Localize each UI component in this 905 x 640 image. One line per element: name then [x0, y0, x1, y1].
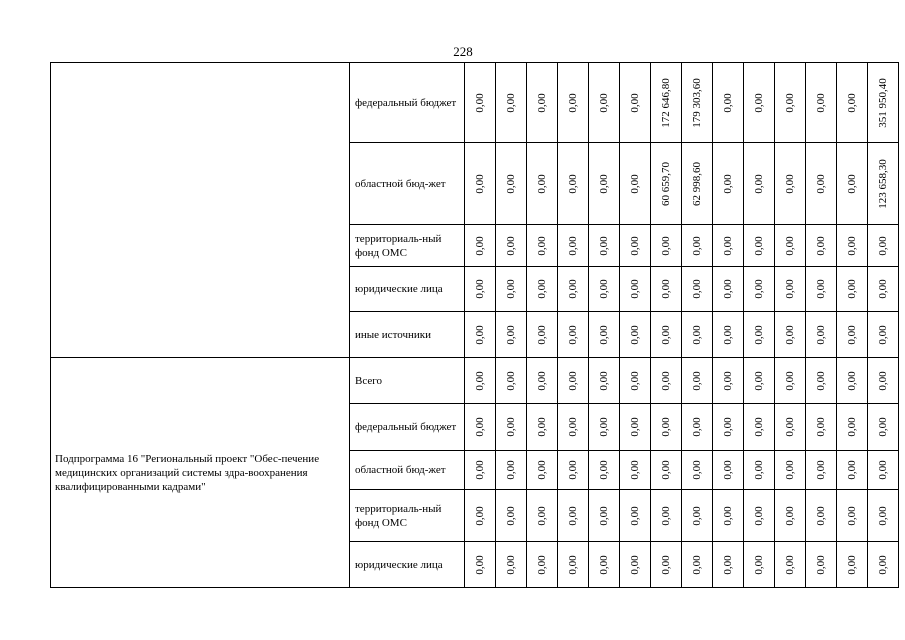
- value-text: 0,00: [846, 173, 858, 194]
- value-cell: [620, 404, 651, 451]
- value-cell: [837, 542, 868, 588]
- value-cell: [837, 358, 868, 404]
- value-text: 0,00: [846, 505, 858, 526]
- value-cell: [620, 490, 651, 542]
- value-cell: [589, 312, 620, 358]
- value-text: 0,00: [536, 417, 548, 437]
- value-cell: [465, 404, 496, 451]
- value-text: 0,00: [753, 92, 765, 113]
- value-cell: [465, 225, 496, 267]
- value-text: 0,00: [722, 92, 734, 113]
- value-text: 0,00: [629, 173, 641, 194]
- value-text: 0,00: [567, 554, 579, 575]
- value-cell: [496, 358, 527, 404]
- value-text: 0,00: [567, 173, 579, 194]
- value-text: 0,00: [722, 417, 734, 437]
- value-text: 0,00: [660, 235, 672, 256]
- value-text: 0,00: [505, 324, 517, 345]
- value-text: 0,00: [691, 370, 703, 391]
- value-text: 0,00: [660, 279, 672, 299]
- value-text: 0,00: [598, 370, 610, 391]
- value-text: 0,00: [815, 279, 827, 299]
- value-text: 0,00: [505, 92, 517, 113]
- value-cell: [651, 225, 682, 267]
- value-cell: [775, 312, 806, 358]
- value-text: 0,00: [815, 417, 827, 437]
- value-text: 0,00: [536, 554, 548, 575]
- value-cell: [589, 63, 620, 143]
- value-text: 0,00: [567, 279, 579, 299]
- value-text: 0,00: [660, 370, 672, 391]
- value-text: 60 659,70: [660, 161, 672, 206]
- value-text: 0,00: [815, 92, 827, 113]
- value-cell: [527, 63, 558, 143]
- value-text: 0,00: [536, 279, 548, 299]
- value-text: 0,00: [846, 370, 858, 391]
- value-text: 0,00: [784, 279, 796, 299]
- value-text: 0,00: [815, 324, 827, 345]
- value-cell: [837, 451, 868, 490]
- value-text: 0,00: [815, 370, 827, 391]
- value-text: 0,00: [784, 370, 796, 391]
- value-cell: [868, 143, 899, 225]
- value-text: 0,00: [474, 235, 486, 256]
- value-cell: [868, 225, 899, 267]
- value-cell: [496, 63, 527, 143]
- value-cell: [744, 63, 775, 143]
- value-cell: [837, 143, 868, 225]
- value-cell: [806, 267, 837, 312]
- value-text: 0,00: [474, 460, 486, 480]
- value-text: 0,00: [505, 505, 517, 526]
- value-text: 0,00: [877, 505, 889, 526]
- value-text: 0,00: [629, 460, 641, 480]
- value-cell: [806, 490, 837, 542]
- value-cell: [651, 542, 682, 588]
- value-text: 0,00: [660, 554, 672, 575]
- value-text: 0,00: [629, 554, 641, 575]
- value-cell: [713, 358, 744, 404]
- value-text: 0,00: [536, 370, 548, 391]
- value-text: 0,00: [474, 324, 486, 345]
- value-text: 0,00: [846, 279, 858, 299]
- value-cell: [744, 490, 775, 542]
- value-cell: [806, 225, 837, 267]
- funding-source: юридические лица: [350, 542, 465, 588]
- value-text: 0,00: [691, 460, 703, 480]
- value-cell: [496, 542, 527, 588]
- value-cell: [465, 267, 496, 312]
- funding-source: иные источники: [350, 312, 465, 358]
- value-cell: [651, 451, 682, 490]
- value-cell: [682, 63, 713, 143]
- value-text: 0,00: [629, 505, 641, 526]
- value-text: 0,00: [536, 505, 548, 526]
- value-cell: [806, 451, 837, 490]
- value-text: 0,00: [722, 554, 734, 575]
- value-cell: [620, 63, 651, 143]
- value-text: 0,00: [660, 417, 672, 437]
- value-text: 0,00: [691, 554, 703, 575]
- value-cell: [589, 225, 620, 267]
- value-cell: [713, 404, 744, 451]
- value-cell: [589, 542, 620, 588]
- value-text: 0,00: [784, 235, 796, 256]
- value-cell: [527, 490, 558, 542]
- value-cell: [558, 490, 589, 542]
- value-cell: [527, 404, 558, 451]
- value-cell: [589, 451, 620, 490]
- value-text: 0,00: [784, 173, 796, 194]
- value-cell: [558, 312, 589, 358]
- value-cell: [589, 267, 620, 312]
- value-cell: [589, 404, 620, 451]
- value-cell: [713, 451, 744, 490]
- value-cell: [682, 358, 713, 404]
- subprogram-name: [51, 63, 350, 358]
- value-text: 0,00: [877, 554, 889, 575]
- value-cell: [744, 358, 775, 404]
- subprogram-name: Подпрограмма 16 "Региональный проект "Обес-печение медицинских организаций системы здра-воохранения квалифицированными кадрами": [51, 358, 350, 588]
- value-cell: [744, 225, 775, 267]
- value-text: 0,00: [753, 505, 765, 526]
- value-text: 0,00: [753, 417, 765, 437]
- value-cell: [558, 542, 589, 588]
- value-text: 0,00: [505, 460, 517, 480]
- value-cell: [496, 312, 527, 358]
- value-cell: [713, 143, 744, 225]
- funding-source: территориаль-ный фонд ОМС: [350, 225, 465, 267]
- value-cell: [837, 404, 868, 451]
- value-text: 0,00: [815, 173, 827, 194]
- value-cell: [558, 63, 589, 143]
- value-text: 0,00: [753, 235, 765, 256]
- table-row: [51, 358, 899, 404]
- value-text: 0,00: [629, 92, 641, 113]
- value-cell: [744, 404, 775, 451]
- value-cell: [868, 358, 899, 404]
- value-cell: [496, 225, 527, 267]
- value-text: 0,00: [505, 235, 517, 256]
- value-text: 0,00: [846, 417, 858, 437]
- value-text: 0,00: [598, 324, 610, 345]
- value-cell: [527, 312, 558, 358]
- funding-source: областной бюд-жет: [350, 451, 465, 490]
- value-text: 0,00: [877, 235, 889, 256]
- value-text: 0,00: [567, 505, 579, 526]
- value-text: 0,00: [753, 173, 765, 194]
- value-cell: [806, 143, 837, 225]
- value-cell: [496, 267, 527, 312]
- value-text: 0,00: [598, 279, 610, 299]
- value-text: 0,00: [629, 324, 641, 345]
- value-cell: [775, 358, 806, 404]
- value-cell: [651, 404, 682, 451]
- value-cell: [806, 404, 837, 451]
- value-text: 0,00: [691, 235, 703, 256]
- value-text: 0,00: [567, 460, 579, 480]
- value-text: 0,00: [505, 554, 517, 575]
- funding-source: Всего: [350, 358, 465, 404]
- value-cell: [620, 267, 651, 312]
- value-cell: [837, 312, 868, 358]
- value-text: 0,00: [474, 505, 486, 526]
- table-row: [51, 63, 899, 143]
- value-cell: [713, 490, 744, 542]
- value-cell: [868, 312, 899, 358]
- value-cell: [806, 312, 837, 358]
- value-text: 0,00: [753, 460, 765, 480]
- value-text: 0,00: [598, 554, 610, 575]
- value-text: 0,00: [784, 554, 796, 575]
- value-text: 179 303,60: [691, 77, 703, 128]
- value-cell: [527, 542, 558, 588]
- value-text: 0,00: [660, 505, 672, 526]
- value-text: 0,00: [846, 235, 858, 256]
- value-text: 0,00: [536, 92, 548, 113]
- value-text: 0,00: [598, 92, 610, 113]
- value-text: 0,00: [784, 417, 796, 437]
- value-cell: [775, 267, 806, 312]
- value-cell: [465, 542, 496, 588]
- value-cell: [558, 143, 589, 225]
- value-cell: [775, 225, 806, 267]
- value-text: 0,00: [505, 417, 517, 437]
- value-cell: [496, 143, 527, 225]
- value-cell: [496, 490, 527, 542]
- value-text: 0,00: [691, 505, 703, 526]
- value-text: 0,00: [474, 370, 486, 391]
- value-text: 0,00: [691, 417, 703, 437]
- value-text: 0,00: [722, 279, 734, 299]
- funding-source: областной бюд-жет: [350, 143, 465, 225]
- value-text: 0,00: [629, 279, 641, 299]
- value-cell: [682, 490, 713, 542]
- value-cell: [558, 267, 589, 312]
- value-cell: [527, 267, 558, 312]
- value-cell: [868, 404, 899, 451]
- value-cell: [713, 542, 744, 588]
- value-text: 0,00: [536, 173, 548, 194]
- value-text: 0,00: [815, 505, 827, 526]
- value-text: 0,00: [877, 370, 889, 391]
- value-cell: [806, 358, 837, 404]
- value-cell: [837, 63, 868, 143]
- value-text: 0,00: [722, 460, 734, 480]
- value-cell: [744, 312, 775, 358]
- funding-source: федеральный бюджет: [350, 404, 465, 451]
- value-cell: [868, 490, 899, 542]
- value-text: 0,00: [629, 235, 641, 256]
- value-text: 0,00: [753, 370, 765, 391]
- value-text: 123 658,30: [877, 158, 889, 209]
- value-cell: [465, 63, 496, 143]
- value-cell: [651, 63, 682, 143]
- value-text: 0,00: [753, 279, 765, 299]
- value-cell: [744, 542, 775, 588]
- value-text: 0,00: [567, 235, 579, 256]
- value-text: 0,00: [846, 324, 858, 345]
- value-cell: [837, 225, 868, 267]
- value-cell: [682, 312, 713, 358]
- value-text: 0,00: [691, 279, 703, 299]
- value-cell: [868, 542, 899, 588]
- funding-source: федеральный бюджет: [350, 63, 465, 143]
- value-cell: [620, 542, 651, 588]
- value-cell: [868, 451, 899, 490]
- value-cell: [465, 312, 496, 358]
- value-text: 0,00: [722, 235, 734, 256]
- value-cell: [682, 143, 713, 225]
- value-cell: [465, 358, 496, 404]
- page-number: 228: [453, 44, 473, 59]
- value-cell: [527, 451, 558, 490]
- value-cell: [775, 63, 806, 143]
- value-text: 0,00: [567, 417, 579, 437]
- funding-source: территориаль-ный фонд ОМС: [350, 490, 465, 542]
- value-text: 0,00: [474, 554, 486, 575]
- value-text: 0,00: [536, 324, 548, 345]
- value-text: 0,00: [846, 460, 858, 480]
- value-text: 0,00: [474, 417, 486, 437]
- value-text: 0,00: [474, 279, 486, 299]
- value-text: 62 998,60: [691, 161, 703, 206]
- value-cell: [868, 267, 899, 312]
- value-cell: [589, 143, 620, 225]
- value-text: 0,00: [474, 92, 486, 113]
- value-text: 0,00: [722, 173, 734, 194]
- value-cell: [682, 267, 713, 312]
- value-text: 0,00: [505, 370, 517, 391]
- value-cell: [558, 225, 589, 267]
- value-cell: [496, 451, 527, 490]
- value-text: 0,00: [753, 554, 765, 575]
- value-text: 0,00: [598, 173, 610, 194]
- value-cell: [527, 143, 558, 225]
- value-cell: [620, 225, 651, 267]
- value-text: 0,00: [660, 460, 672, 480]
- value-cell: [775, 542, 806, 588]
- value-text: 0,00: [474, 173, 486, 194]
- value-text: 0,00: [877, 460, 889, 480]
- value-text: 0,00: [815, 554, 827, 575]
- value-text: 0,00: [598, 417, 610, 437]
- value-text: 0,00: [660, 324, 672, 345]
- value-text: 0,00: [877, 324, 889, 345]
- value-text: 0,00: [691, 324, 703, 345]
- value-cell: [589, 358, 620, 404]
- budget-table-body: [51, 63, 899, 588]
- value-text: 351 950,40: [877, 77, 889, 128]
- value-cell: [806, 542, 837, 588]
- value-cell: [713, 63, 744, 143]
- value-cell: [527, 225, 558, 267]
- value-cell: [558, 358, 589, 404]
- value-cell: [775, 143, 806, 225]
- value-text: 0,00: [784, 505, 796, 526]
- value-cell: [744, 143, 775, 225]
- value-text: 0,00: [784, 92, 796, 113]
- value-text: 0,00: [567, 370, 579, 391]
- value-cell: [465, 451, 496, 490]
- value-cell: [775, 490, 806, 542]
- value-text: 0,00: [598, 235, 610, 256]
- value-cell: [744, 267, 775, 312]
- value-cell: [465, 490, 496, 542]
- value-cell: [806, 63, 837, 143]
- value-cell: [713, 267, 744, 312]
- value-cell: [620, 358, 651, 404]
- value-cell: [775, 404, 806, 451]
- value-text: 0,00: [598, 505, 610, 526]
- budget-table: [50, 62, 899, 588]
- value-cell: [496, 404, 527, 451]
- value-cell: [713, 312, 744, 358]
- value-text: 0,00: [567, 92, 579, 113]
- value-cell: [868, 63, 899, 143]
- value-text: 0,00: [846, 92, 858, 113]
- value-text: 0,00: [598, 460, 610, 480]
- value-cell: [651, 143, 682, 225]
- value-text: 0,00: [505, 279, 517, 299]
- value-text: 0,00: [536, 460, 548, 480]
- value-cell: [465, 143, 496, 225]
- value-text: 0,00: [877, 279, 889, 299]
- value-text: 0,00: [784, 324, 796, 345]
- value-cell: [682, 542, 713, 588]
- value-text: 0,00: [753, 324, 765, 345]
- value-text: 172 646,80: [660, 77, 672, 128]
- value-cell: [713, 225, 744, 267]
- value-cell: [558, 451, 589, 490]
- value-cell: [651, 267, 682, 312]
- value-text: 0,00: [722, 505, 734, 526]
- value-text: 0,00: [629, 370, 641, 391]
- value-text: 0,00: [722, 370, 734, 391]
- value-text: 0,00: [567, 324, 579, 345]
- value-cell: [682, 404, 713, 451]
- value-cell: [837, 267, 868, 312]
- value-cell: [682, 225, 713, 267]
- value-cell: [651, 358, 682, 404]
- value-cell: [620, 451, 651, 490]
- value-cell: [682, 451, 713, 490]
- funding-source: юридические лица: [350, 267, 465, 312]
- value-cell: [589, 490, 620, 542]
- value-cell: [558, 404, 589, 451]
- value-cell: [620, 143, 651, 225]
- value-text: 0,00: [815, 460, 827, 480]
- value-text: 0,00: [722, 324, 734, 345]
- value-text: 0,00: [629, 417, 641, 437]
- value-cell: [651, 490, 682, 542]
- value-text: 0,00: [784, 460, 796, 480]
- value-text: 0,00: [877, 417, 889, 437]
- value-cell: [527, 358, 558, 404]
- value-cell: [651, 312, 682, 358]
- value-text: 0,00: [505, 173, 517, 194]
- value-text: 0,00: [846, 554, 858, 575]
- value-cell: [620, 312, 651, 358]
- value-text: 0,00: [536, 235, 548, 256]
- value-cell: [837, 490, 868, 542]
- value-text: 0,00: [815, 235, 827, 256]
- value-cell: [744, 451, 775, 490]
- value-cell: [775, 451, 806, 490]
